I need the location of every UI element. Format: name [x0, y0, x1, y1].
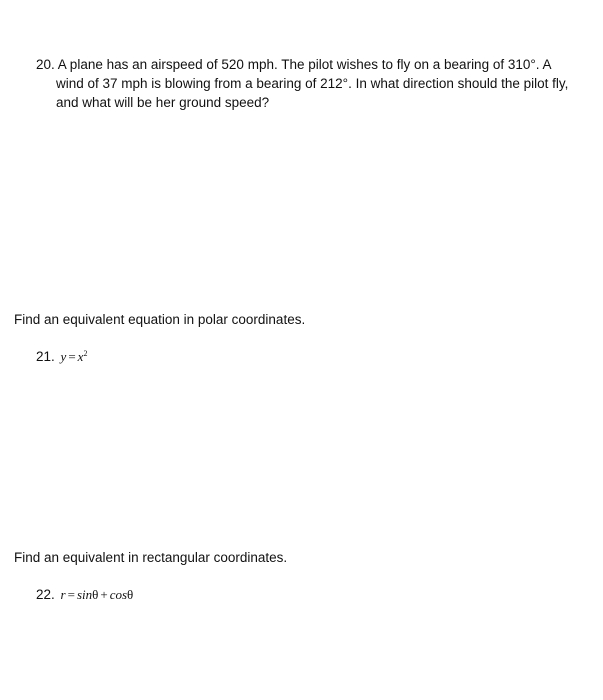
problem-22	[36, 587, 133, 603]
problem-20-text-1: A plane has an airspeed of 520 mph. The pilot wishes to fly on a bearing of 310°. A	[57, 57, 552, 72]
problem-22-equation	[61, 587, 134, 602]
problem-22-sin: sin	[76, 587, 93, 602]
problem-20-number: 20.	[36, 57, 55, 72]
problem-22-lhs: r	[60, 587, 66, 602]
problem-20	[36, 55, 592, 112]
problem-21-exponent: 2	[83, 349, 88, 358]
problem-22-number: 22.	[36, 587, 55, 602]
problem-20-line-1	[36, 55, 592, 74]
problem-21	[36, 349, 87, 365]
problem-21-base: x	[77, 349, 84, 364]
problem-22-cos: cos	[109, 587, 128, 602]
polar-section-heading: Find an equivalent equation in polar coordinates.	[14, 312, 306, 327]
problem-22-plus: +	[100, 587, 108, 602]
rectangular-section-heading: Find an equivalent in rectangular coordinates.	[14, 550, 288, 565]
problem-22-theta-1: θ	[92, 587, 99, 602]
problem-21-equals: =	[68, 349, 76, 364]
problem-20-line-2: wind of 37 mph is blowing from a bearing of 212°. In what direction should the pilot fly,	[56, 76, 569, 91]
problem-21-lhs: y	[60, 349, 67, 364]
problem-21-equation	[61, 349, 88, 364]
problem-21-number: 21.	[36, 349, 55, 364]
problem-22-theta-2: θ	[127, 587, 134, 602]
problem-20-line-3: and what will be her ground speed?	[56, 95, 270, 110]
problem-22-equals: =	[67, 587, 75, 602]
